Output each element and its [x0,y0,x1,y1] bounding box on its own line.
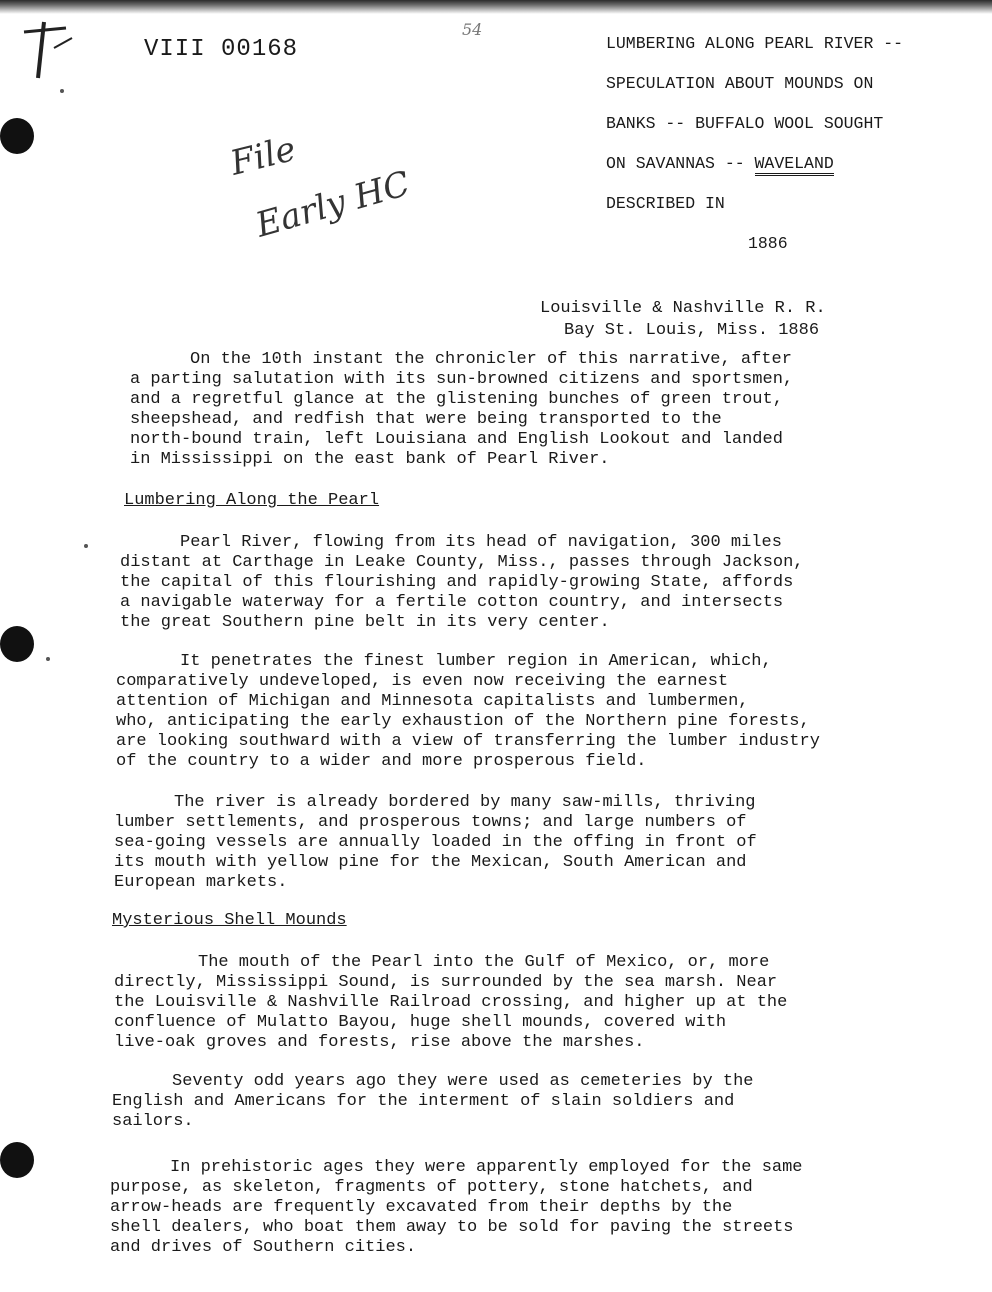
paragraph-line: sailors. [112,1112,194,1131]
paragraph-line: sea-going vessels are annually loaded in the offing in front of [114,833,757,852]
paragraph-line: and a regretful glance at the glistening bunches of green trout, [130,390,783,409]
paragraph-line: On the 10th instant the chronicler of this narrative, after [190,350,792,369]
paragraph-line: in Mississippi on the east bank of Pearl River. [130,450,610,469]
paragraph-line: purpose, as skeleton, fragments of pottery, stone hatchets, and [110,1178,753,1197]
punch-hole-middle [0,626,34,662]
punch-hole-bottom [0,1142,34,1178]
paragraph-line: of the country to a wider and more prosperous field. [116,752,647,771]
handwritten-corner-mark [14,18,84,88]
dateline-line: Bay St. Louis, Miss. 1886 [564,321,820,340]
dateline [540,298,826,342]
paragraph-prehistoric [110,1158,803,1258]
paragraph-line: live-oak groves and forests, rise above the marshes. [114,1033,645,1052]
section-heading-lumbering: Lumbering Along the Pearl [124,491,380,510]
headline-line: DESCRIBED IN [606,194,725,213]
handwritten-note-line-2: Early HC [251,163,415,246]
paragraph-line: confluence of Mulatto Bayou, huge shell mounds, covered with [114,1013,727,1032]
paragraph-line: In prehistoric ages they were apparently employed for the same [170,1158,803,1177]
paragraph-pearl-mouth [114,953,787,1053]
paragraph-line: and drives of Southern cities. [110,1238,417,1257]
paragraph-line: the great Southern pine belt in its very center. [120,613,610,632]
punch-hole-top [0,118,34,154]
document-number: VIII 00168 [144,36,299,63]
paragraph-line: the capital of this flourishing and rapidly-growing State, affords [120,573,794,592]
paragraph-saw-mills [114,793,757,893]
paragraph-lumber-region [116,652,820,772]
paragraph-line: It penetrates the finest lumber region in American, which, [180,652,772,671]
paragraph-line: Seventy odd years ago they were used as cemeteries by the [172,1072,754,1091]
headline-year: 1886 [748,234,788,253]
scan-speck [60,89,64,93]
paragraph-cemeteries [112,1072,754,1132]
paragraph-line: north-bound train, left Louisiana and English Lookout and landed [130,430,783,449]
headline-line: BANKS -- BUFFALO WOOL SOUGHT [606,114,884,133]
handwritten-note [220,125,440,265]
paragraph-line: its mouth with yellow pine for the Mexican, South American and [114,853,747,872]
paragraph-line: The mouth of the Pearl into the Gulf of Mexico, or, more [198,953,770,972]
paragraph-line: distant at Carthage in Leake County, Miss., passes through Jackson, [120,553,804,572]
paragraph-line: are looking southward with a view of transferring the lumber industry [116,732,820,751]
paragraph-line: sheepshead, and redfish that were being transported to the [130,410,722,429]
paragraph-line: arrow-heads are frequently excavated from their depths by the [110,1198,733,1217]
headline-underlined-word: WAVELAND [755,154,834,176]
headline-line: SPECULATION ABOUT MOUNDS ON [606,74,874,93]
paragraph-line: the Louisville & Nashville Railroad crossing, and higher up at the [114,993,788,1012]
section-heading-shell-mounds: Mysterious Shell Mounds [112,911,347,930]
paragraph-line: European markets. [114,873,288,892]
headline-line: ON SAVANNAS -- WAVELAND [606,152,986,192]
paragraph-line: shell dealers, who boat them away to be sold for paving the streets [110,1218,794,1237]
paragraph-line: lumber settlements, and prosperous towns; and large numbers of [114,813,747,832]
handwritten-note-line-1: File [226,129,300,184]
page-number: 54 [462,20,483,39]
paragraph-line: comparatively undeveloped, is even now receiving the earnest [116,672,729,691]
scan-speck [84,544,88,548]
paragraph-line: The river is already bordered by many saw-mills, thriving [174,793,756,812]
scan-top-edge [0,0,992,14]
paragraph-line: directly, Mississippi Sound, is surrounded by the sea marsh. Near [114,973,778,992]
headline-block [606,32,986,272]
intro-paragraph [130,350,793,470]
paragraph-line: who, anticipating the early exhaustion of the Northern pine forests, [116,712,810,731]
paragraph-line: a parting salutation with its sun-browned citizens and sportsmen, [130,370,794,389]
paragraph-line: a navigable waterway for a fertile cotton country, and intersects [120,593,784,612]
paragraph-pearl-river [120,533,804,633]
paragraph-line: attention of Michigan and Minnesota capitalists and lumbermen, [116,692,749,711]
dateline-line: Louisville & Nashville R. R. [540,299,826,318]
paragraph-line: English and Americans for the interment of slain soldiers and [112,1092,735,1111]
scan-speck [46,657,50,661]
paragraph-line: Pearl River, flowing from its head of navigation, 300 miles [180,533,782,552]
headline-line: LUMBERING ALONG PEARL RIVER -- [606,34,904,53]
